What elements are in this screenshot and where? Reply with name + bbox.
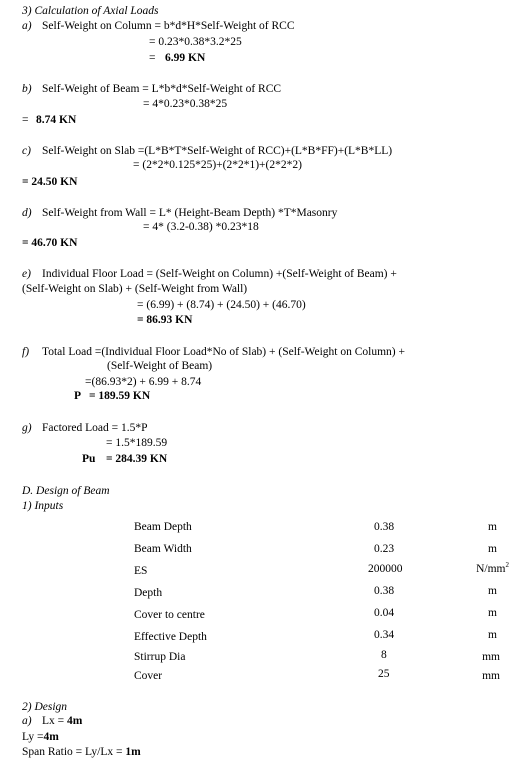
input-unit: mm (482, 651, 500, 663)
input-name: Beam Width (134, 543, 192, 555)
input-unit: mm (482, 670, 500, 682)
item-e-line1b: (Self-Weight on Slab) + (Self-Weight from Wall) (22, 283, 248, 295)
design-span-value: 1m (125, 746, 141, 758)
item-c-line1: Self-Weight on Slab =(L*B*T*Self-Weight of RCC)+(L*B*FF)+(L*B*LL) (42, 145, 393, 157)
input-unit-superscript: 2 (505, 561, 509, 570)
item-e-line1: Individual Floor Load = (Self-Weight on Column) +(Self-Weight of Beam) + (42, 268, 397, 280)
input-value: 8 (381, 649, 387, 661)
item-b-result-eq: = (22, 114, 29, 126)
item-a-line1: Self-Weight on Column = b*d*H*Self-Weight of RCC (42, 20, 295, 32)
input-unit: m (488, 629, 497, 641)
item-g-label: g) (22, 422, 32, 434)
item-d-result: = 46.70 KN (22, 237, 78, 249)
input-value: 0.34 (374, 629, 395, 641)
design-ly-value: 4m (43, 731, 59, 743)
input-unit: m (488, 607, 497, 619)
section-heading-design-of-beam: D. Design of Beam (22, 485, 110, 497)
item-c-line2: = (2*2*0.125*25)+(2*2*1)+(2*2*2) (133, 159, 302, 171)
subsection-heading-inputs: 1) Inputs (22, 500, 64, 512)
item-c-label: c) (22, 145, 31, 157)
subsection-heading-design: 2) Design (22, 701, 68, 713)
item-f-line1b: (Self-Weight of Beam) (107, 360, 213, 372)
input-unit-cell (449, 562, 509, 576)
item-f-label: f) (22, 346, 30, 358)
design-a-label: a) (22, 715, 32, 727)
design-span-ratio (22, 745, 141, 759)
item-a-result-eq: = (149, 52, 156, 64)
item-b-line1: Self-Weight of Beam = L*b*d*Self-Weight of RCC (42, 83, 282, 95)
design-span-prefix: Span Ratio = Ly/Lx = (22, 746, 126, 758)
input-name: ES (134, 565, 148, 577)
input-name: Effective Depth (134, 631, 207, 643)
item-a-label: a) (22, 20, 32, 32)
item-d-label: d) (22, 207, 32, 219)
input-value: 25 (378, 668, 390, 680)
item-d-line2: = 4* (3.2-0.38) *0.23*18 (143, 221, 259, 233)
input-name: Depth (134, 587, 163, 599)
item-g-line1: Factored Load = 1.5*P (42, 422, 148, 434)
item-f-line2: =(86.93*2) + 6.99 + 8.74 (85, 376, 202, 388)
input-unit: m (488, 521, 497, 533)
design-lx-value: 4m (67, 715, 83, 727)
item-b-result: 8.74 KN (36, 114, 77, 126)
input-unit: N/mm (476, 563, 506, 575)
item-c-result: = 24.50 KN (22, 176, 78, 188)
item-e-result: = 86.93 KN (137, 314, 193, 326)
item-d-line1: Self-Weight from Wall = L* (Height-Beam Depth) *T*Masonry (42, 207, 338, 219)
design-lx (42, 714, 82, 728)
input-name: Beam Depth (134, 521, 192, 533)
item-a-result: 6.99 KN (165, 52, 206, 64)
input-unit: m (488, 585, 497, 597)
item-b-label: b) (22, 83, 32, 95)
input-value: 200000 (368, 563, 403, 575)
item-f-result: = 189.59 KN (89, 390, 151, 402)
item-g-result-label: Pu (82, 453, 96, 465)
item-e-label: e) (22, 268, 31, 280)
item-f-result-label: P (74, 390, 82, 402)
design-lx-prefix: Lx = (42, 715, 68, 727)
item-f-line1: Total Load =(Individual Floor Load*No of Slab) + (Self-Weight on Column) + (42, 346, 405, 358)
input-value: 0.38 (374, 585, 395, 597)
item-e-line2: = (6.99) + (8.74) + (24.50) + (46.70) (137, 299, 306, 311)
input-name: Cover (134, 670, 163, 682)
item-g-result: = 284.39 KN (106, 453, 168, 465)
input-value: 0.38 (374, 521, 395, 533)
section-heading-axial-loads: 3) Calculation of Axial Loads (22, 5, 159, 17)
input-unit: m (488, 543, 497, 555)
item-a-line2: = 0.23*0.38*3.2*25 (149, 36, 242, 48)
design-ly (22, 730, 59, 744)
input-value: 0.04 (374, 607, 395, 619)
item-g-line2: = 1.5*189.59 (106, 437, 168, 449)
item-b-line2: = 4*0.23*0.38*25 (143, 98, 228, 110)
input-name: Stirrup Dia (134, 651, 186, 663)
input-name: Cover to centre (134, 609, 205, 621)
input-value: 0.23 (374, 543, 395, 555)
design-ly-prefix: Ly = (22, 731, 44, 743)
